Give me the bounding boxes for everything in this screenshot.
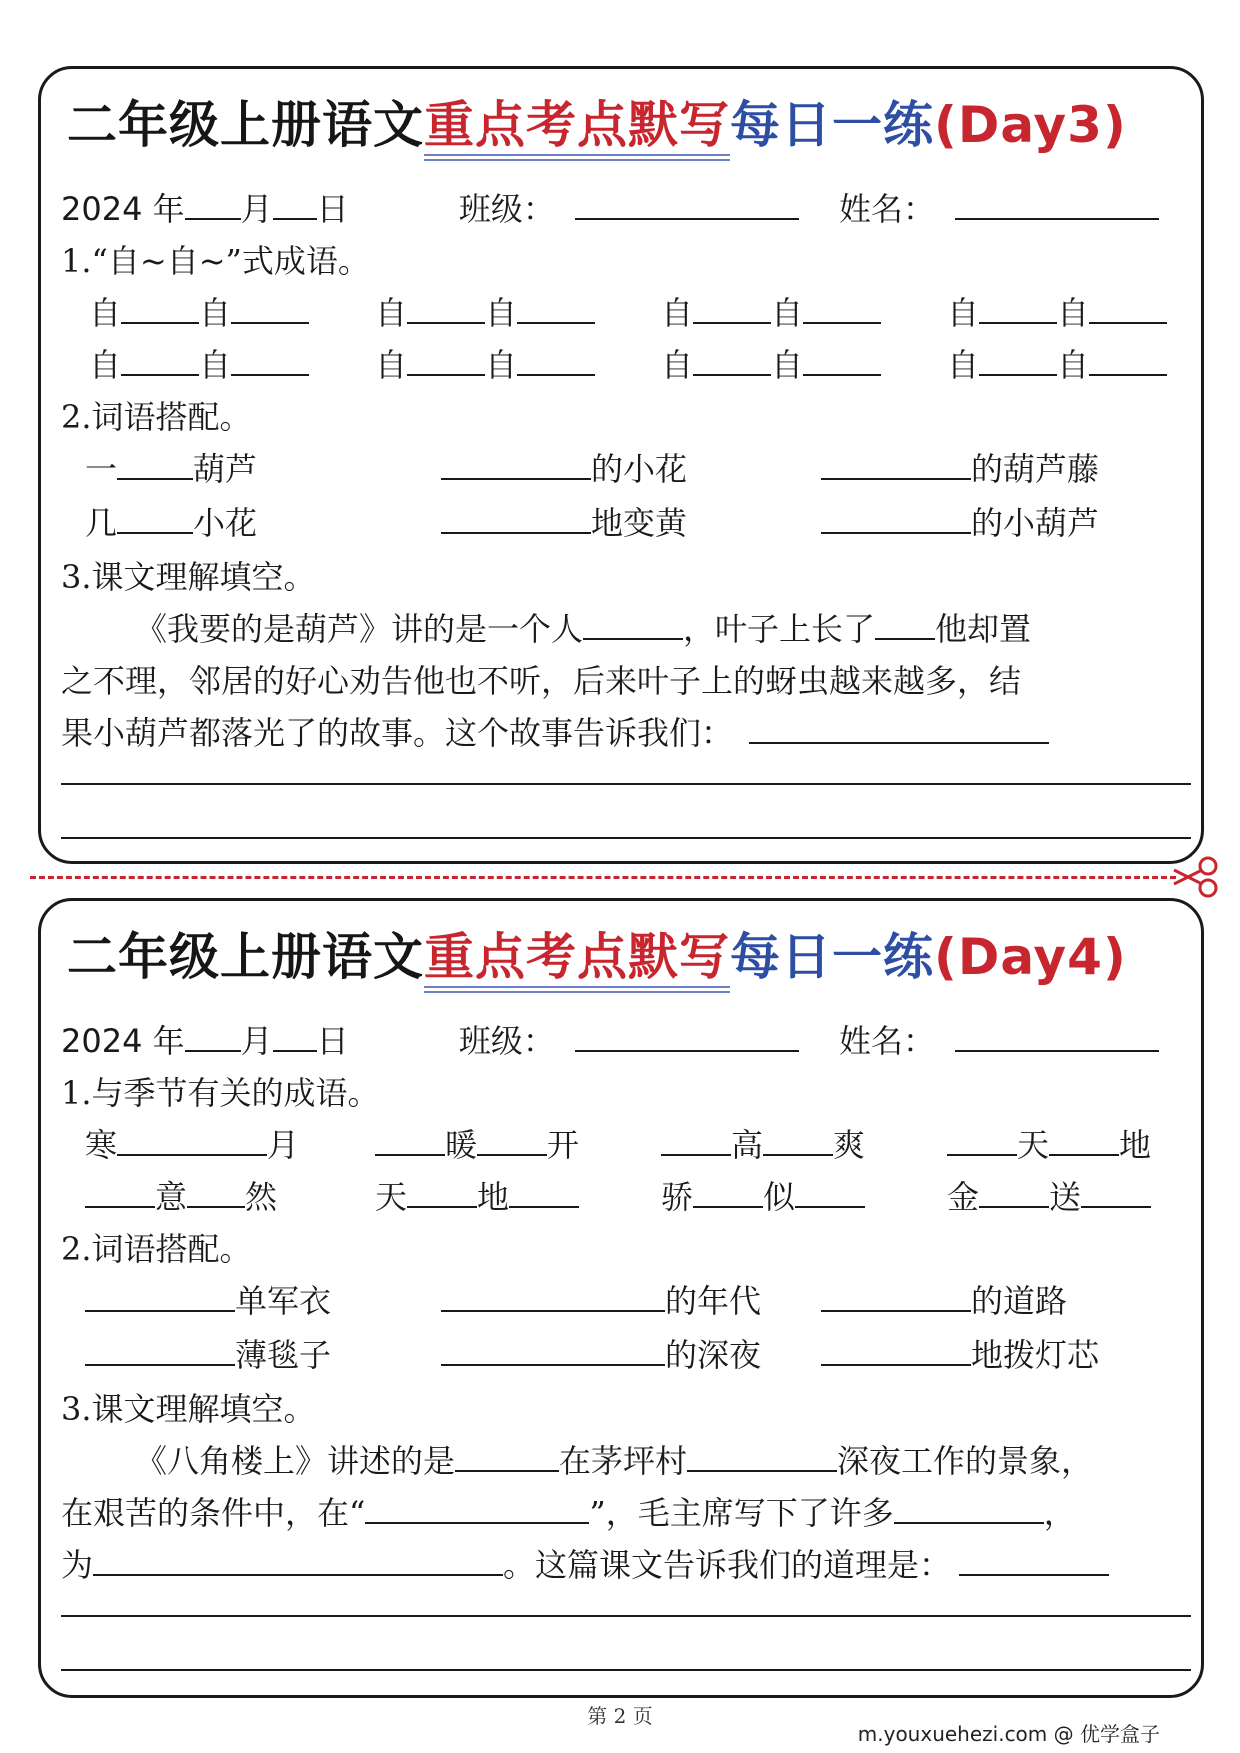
idiom-blank[interactable]	[121, 292, 199, 324]
match-item: 地变黄	[441, 501, 687, 545]
q2-heading: 2.词语搭配。	[61, 1230, 252, 1268]
q3-line3: 为 。这篇课文告诉我们的道理是：	[61, 1543, 1109, 1587]
idiom-blank[interactable]	[231, 292, 309, 324]
year-label: 2024 年	[61, 1022, 185, 1060]
match-blank[interactable]	[821, 502, 971, 534]
day-blank[interactable]	[273, 188, 317, 220]
title-daily: 每日一练	[730, 96, 934, 154]
idiom-item: 高 爽	[661, 1123, 865, 1167]
q2-heading: 2.词语搭配。	[61, 398, 252, 436]
class-label: 班级：	[458, 190, 555, 228]
year-label: 2024 年	[61, 190, 185, 228]
q3-blank[interactable]	[583, 608, 683, 640]
match-item: 的小花	[441, 447, 687, 491]
title-grade: 二年级上册语文	[67, 96, 424, 154]
answer-blank[interactable]	[749, 712, 1049, 744]
idiom-char: 自	[485, 294, 518, 332]
month-blank[interactable]	[185, 188, 241, 220]
idiom-char: 自	[771, 294, 804, 332]
q3-blank[interactable]	[455, 1440, 559, 1472]
match-item: 的深夜	[441, 1333, 761, 1377]
idiom-item: 意 然	[85, 1175, 277, 1219]
title-grade: 二年级上册语文	[67, 928, 424, 986]
match-item: 的葫芦藤	[821, 447, 1099, 491]
answer-line[interactable]	[61, 1615, 1191, 1617]
idiom-blank[interactable]	[693, 292, 771, 324]
answer-line[interactable]	[61, 837, 1191, 839]
title-keypoints: 重点考点默写	[424, 928, 730, 993]
idiom-char: 自	[661, 294, 694, 332]
class-blank[interactable]	[575, 1020, 799, 1052]
match-blank[interactable]	[441, 502, 591, 534]
match-item: 的年代	[441, 1279, 761, 1323]
q3-blank[interactable]	[687, 1440, 837, 1472]
idiom-blank[interactable]	[1089, 344, 1167, 376]
idiom-blank[interactable]	[803, 292, 881, 324]
idiom-char: 自	[947, 346, 980, 384]
name-label: 姓名：	[839, 190, 936, 228]
idiom-blank[interactable]	[1081, 1176, 1151, 1208]
idiom-blank[interactable]	[517, 292, 595, 324]
idiom-char: 自	[89, 294, 122, 332]
q3-blank[interactable]	[93, 1544, 503, 1576]
idiom-pair	[947, 291, 1167, 335]
q3-line3: 果小葫芦都落光了的故事。这个故事告诉我们：	[61, 711, 1049, 755]
idiom-blank[interactable]	[1049, 1124, 1119, 1156]
idiom-char: 自	[947, 294, 980, 332]
title-day: (Day3)	[934, 96, 1127, 154]
idiom-blank[interactable]	[375, 1124, 445, 1156]
idiom-item: 骄 似	[661, 1175, 865, 1219]
q3-blank[interactable]	[894, 1492, 1044, 1524]
idiom-blank[interactable]	[979, 344, 1057, 376]
idiom-blank[interactable]	[803, 344, 881, 376]
idiom-blank[interactable]	[407, 292, 485, 324]
q3-line2: 之不理，邻居的好心劝告他也不听，后来叶子上的蚜虫越来越多，结	[61, 662, 1022, 700]
idiom-blank[interactable]	[407, 1176, 477, 1208]
idiom-char: 自	[661, 346, 694, 384]
title-daily: 每日一练	[730, 928, 934, 986]
idiom-pair	[375, 291, 595, 335]
match-item: 一 葫芦	[85, 450, 258, 488]
idiom-item: 天 地	[947, 1123, 1151, 1167]
q1-heading: 1.“自~自~”式成语。	[61, 242, 370, 280]
idiom-blank[interactable]	[1089, 292, 1167, 324]
q1-heading: 1.与季节有关的成语。	[61, 1074, 380, 1112]
page-number: 第 2 页	[587, 1704, 653, 1728]
q3-heading: 3.课文理解填空。	[61, 558, 316, 596]
day-label: 日	[316, 190, 349, 228]
idiom-char: 自	[89, 346, 122, 384]
idiom-blank[interactable]	[407, 344, 485, 376]
match-blank[interactable]	[85, 1334, 235, 1366]
match-blank[interactable]	[821, 1280, 971, 1312]
match-item: 单军衣	[85, 1279, 331, 1323]
match-blank[interactable]	[441, 448, 591, 480]
idiom-blank[interactable]	[693, 1176, 763, 1208]
name-blank[interactable]	[955, 188, 1159, 220]
idiom-item: 天 地	[375, 1175, 579, 1219]
match-blank[interactable]	[441, 1334, 665, 1366]
idiom-blank[interactable]	[517, 344, 595, 376]
idiom-blank[interactable]	[85, 1176, 155, 1208]
worksheet-title	[67, 917, 1127, 997]
answer-line[interactable]	[61, 783, 1191, 785]
idiom-item: 暖 开	[375, 1123, 579, 1167]
match-item: 的小葫芦	[821, 501, 1099, 545]
idiom-blank[interactable]	[795, 1176, 865, 1208]
info-header	[61, 187, 1159, 231]
idiom-blank[interactable]	[187, 1176, 245, 1208]
match-blank[interactable]	[117, 448, 193, 480]
match-blank[interactable]	[85, 1280, 235, 1312]
month-label: 月	[240, 1022, 273, 1060]
title-day: (Day4)	[934, 928, 1127, 986]
class-label: 班级：	[458, 1022, 555, 1060]
idiom-char: 自	[199, 294, 232, 332]
q3-heading: 3.课文理解填空。	[61, 1390, 316, 1428]
idiom-blank[interactable]	[979, 292, 1057, 324]
match-item: 地拨灯芯	[821, 1333, 1099, 1377]
q3-line2: 在艰苦的条件中，在“ ”，毛主席写下了许多 ，	[61, 1494, 1076, 1532]
worksheet-title	[67, 85, 1127, 165]
idiom-item: 寒 月	[85, 1126, 300, 1164]
idiom-blank[interactable]	[661, 1124, 731, 1156]
idiom-pair	[947, 343, 1167, 387]
idiom-pair	[661, 343, 881, 387]
idiom-blank[interactable]	[979, 1176, 1049, 1208]
idiom-blank[interactable]	[693, 344, 771, 376]
month-label: 月	[240, 190, 273, 228]
match-item: 几 小花	[85, 504, 258, 542]
name-label: 姓名：	[839, 1022, 936, 1060]
idiom-pair	[375, 343, 595, 387]
idiom-char: 自	[485, 346, 518, 384]
idiom-pair	[89, 343, 309, 387]
idiom-char: 自	[1057, 294, 1090, 332]
class-blank[interactable]	[575, 188, 799, 220]
cut-line	[30, 876, 1176, 879]
answer-blank[interactable]	[959, 1544, 1109, 1576]
name-blank[interactable]	[955, 1020, 1159, 1052]
title-keypoints: 重点考点默写	[424, 96, 730, 161]
idiom-pair	[661, 291, 881, 335]
worksheet-day4	[38, 898, 1204, 1698]
idiom-blank[interactable]	[947, 1124, 1017, 1156]
idiom-char: 自	[375, 294, 408, 332]
q3-blank[interactable]	[365, 1492, 589, 1524]
match-blank[interactable]	[821, 448, 971, 480]
match-blank[interactable]	[117, 502, 193, 534]
answer-line[interactable]	[61, 1669, 1191, 1671]
match-item: 薄毯子	[85, 1333, 331, 1377]
idiom-blank[interactable]	[763, 1124, 833, 1156]
idiom-blank[interactable]	[477, 1124, 547, 1156]
match-item: 的道路	[821, 1279, 1067, 1323]
idiom-char: 自	[1057, 346, 1090, 384]
q3-line1: 《八角楼上》讲述的是 在茅坪村 深夜工作的景象，	[135, 1442, 1094, 1480]
match-blank[interactable]	[821, 1334, 971, 1366]
idiom-char: 自	[199, 346, 232, 384]
idiom-item: 金 送	[947, 1175, 1151, 1219]
idiom-blank[interactable]	[121, 344, 199, 376]
scissors-icon	[1170, 852, 1220, 902]
info-header	[61, 1019, 1159, 1063]
idiom-char: 自	[375, 346, 408, 384]
match-blank[interactable]	[441, 1280, 665, 1312]
idiom-blank[interactable]	[117, 1124, 267, 1156]
month-blank[interactable]	[185, 1020, 241, 1052]
idiom-blank[interactable]	[231, 344, 309, 376]
day-blank[interactable]	[273, 1020, 317, 1052]
q3-line1: 《我要的是葫芦》讲的是一个人 ，叶子上长了 他却置	[135, 610, 1032, 648]
q3-blank[interactable]	[875, 608, 935, 640]
idiom-blank[interactable]	[509, 1176, 579, 1208]
worksheet-day3	[38, 66, 1204, 864]
idiom-char: 自	[771, 346, 804, 384]
site-watermark: m.youxuehezi.com @ 优学盒子	[857, 1722, 1160, 1746]
day-label: 日	[316, 1022, 349, 1060]
idiom-pair	[89, 291, 309, 335]
